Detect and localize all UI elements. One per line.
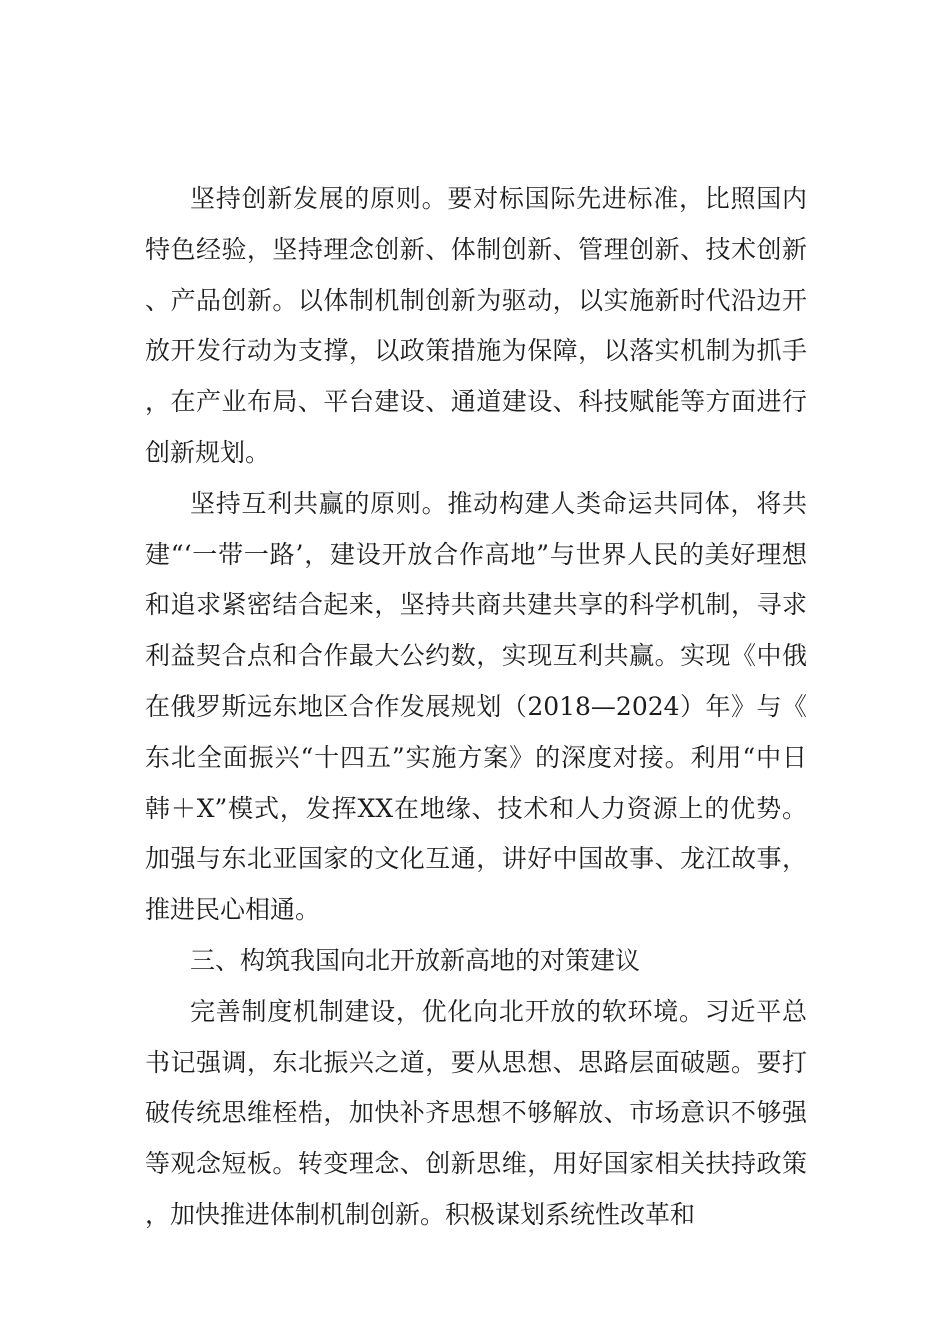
paragraph-innovation-principle: 坚持创新发展的原则。要对标国际先进标准，比照国内特色经验，坚持理念创新、体制创新、管理创新、技术创新、产品创新。以体制机制创新为驱动，以实施新时代沿边开放开发行动为支撑，以政策措施为保障，以落实机制为抓手，在产业布局、平台建设、通道建设、科技赋能等方面进行创新规划。 — [145, 184, 807, 467]
document-body — [145, 174, 807, 1241]
paragraph-institutional-mechanism: 完善制度机制建设，优化向北开放的软环境。习近平总书记强调，东北振兴之道，要从思想、思路层面破题。要打破传统思维桎梏，加快补齐思想不够解放、市场意识不够强等观念短板。转变理念、创新思维，用好国家相关扶持政策，加快推进体制机制创新。积极谋划系统性改革和 — [145, 996, 807, 1229]
paragraph-mutual-benefit-principle: 坚持互利共赢的原则。推动构建人类命运共同体，将共建“‘一带一路’，建设开放合作高地”与世界人民的美好理想和追求紧密结合起来，坚持共商共建共享的科学机制，寻求利益契合点和合作最大公约数，实现互利共赢。实现《中俄在俄罗斯远东地区合作发展规划（2018—2024）年》与《东北全面振兴“十四五”实施方案》的深度对接。利用“中日韩＋X”模式，发挥XX在地缘、技术和人力资源上的优势。加强与东北亚国家的文化互通，讲好中国故事、龙江故事，推进民心相通。 — [145, 488, 807, 925]
section-heading-countermeasures: 三、构筑我国向北开放新高地的对策建议 — [190, 945, 641, 975]
